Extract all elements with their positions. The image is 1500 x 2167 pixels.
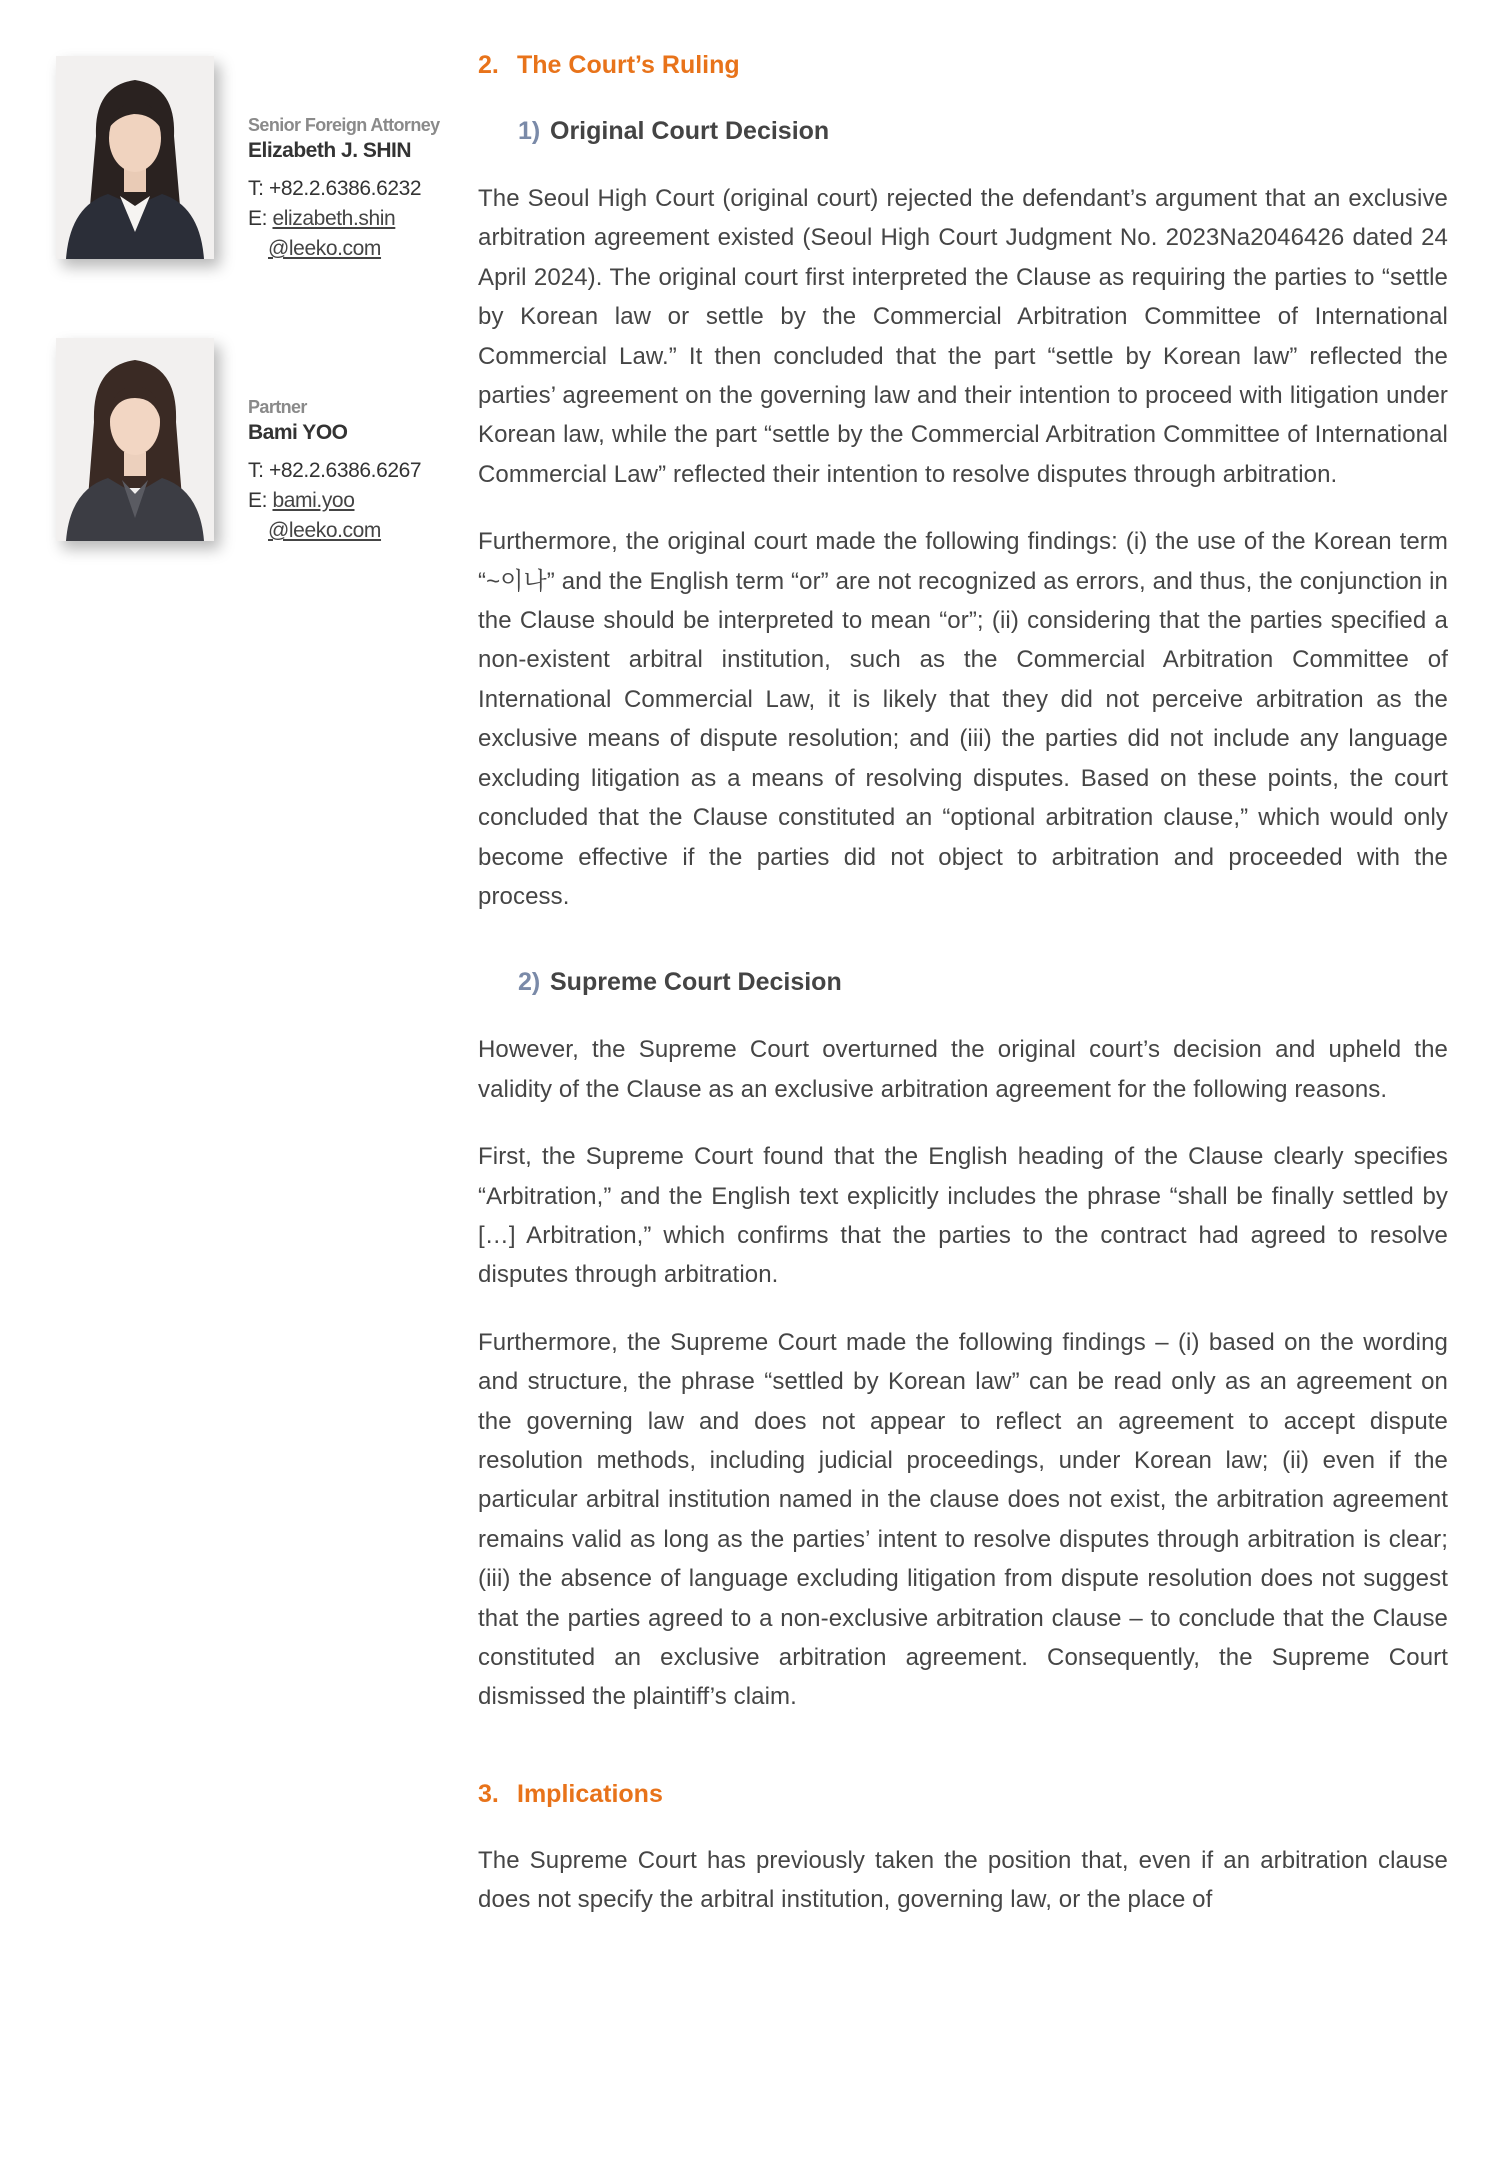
author-email <box>248 204 440 234</box>
contact-info-shin <box>248 112 440 264</box>
paragraph: Furthermore, the original court made the following findings: (i) the use of the Korean term “~이나” and the English term “or” are not recognized as errors, and thus, the conjunction in the Clause should be interpreted to mean “or”; (ii) considering that the parties specified a non-existent arbitral institution, such as the Commercial Arbitration Committee of International Commercial Law, it is likely that they did not perceive arbitration as the exclusive means of dispute resolution; and (iii) the parties did not include any language excluding litigation as a means of resolving disputes. Based on these points, the court concluded that the Clause constituted an “optional arbitration clause,” which would only become effective if the parties did not object to arbitration and proceeded with the process. <box>478 528 1448 910</box>
author-phone: T: +82.2.6386.6232 <box>248 177 422 200</box>
email-domain-line <box>248 234 440 264</box>
subsection-heading-supreme <box>518 965 1448 999</box>
email-label: E: <box>248 489 268 512</box>
author-phone: T: +82.2.6386.6267 <box>248 459 422 482</box>
paragraph: First, the Supreme Court found that the English heading of the Clause clearly specifies “Arbitration,” and the English text explicitly includes the phrase “shall be finally settled by […] Arbitration,” which confirms that the parties to the contract had agreed to resolve disputes through arbitration. <box>478 1143 1448 1289</box>
email-label: E: <box>248 207 268 230</box>
section-heading-ruling <box>478 48 1448 82</box>
contact-card-yoo <box>56 338 456 620</box>
author-sidebar <box>56 56 456 620</box>
paragraph: The Seoul High Court (original court) rejected the defendant’s argument that an exclusive arbitration agreement existed (Seoul High Court Judgment No. 2023Na2046426 dated 24 April 2024). The original court first interpreted the Clause as requiring the parties to “settle by Korean law or settle by the Commercial Arbitration Committee of International Commercial Law.” It then concluded that the part “settle by Korean law” reflected the parties’ agreement on the governing law and their intention to proceed with litigation under Korean law, while the part “settle by the Commercial Arbitration Committee of International Commercial Law” reflected their intention to resolve disputes through arbitration. <box>478 185 1448 488</box>
author-name: Bami YOO <box>248 421 348 444</box>
author-name: Elizabeth J. SHIN <box>248 139 412 162</box>
section-title: Implications <box>517 1779 663 1808</box>
article-body <box>478 48 1448 1920</box>
author-role: Senior Foreign Attorney <box>248 115 440 135</box>
paragraph: However, the Supreme Court overturned the original court’s decision and upheld the validity of the Clause as an exclusive arbitration agreement for the following reasons. <box>478 1036 1448 1103</box>
email-link-user[interactable]: bami.yoo <box>272 489 355 512</box>
author-photo-yoo <box>56 338 214 541</box>
section-number: 3. <box>478 1779 499 1808</box>
section-number: 2. <box>478 51 499 79</box>
contact-info-yoo <box>248 394 421 546</box>
author-email <box>248 486 421 516</box>
email-link-user[interactable]: elizabeth.shin <box>272 207 396 230</box>
subsection-title: Supreme Court Decision <box>550 968 842 997</box>
paragraph: Furthermore, the Supreme Court made the following findings – (i) based on the wording and structure, the phrase “settled by Korean law” can be read only as an agreement on the governing law and does not appear to reflect an agreement to accept dispute resolution methods, including judicial proceedings, under Korean law; (ii) even if the particular arbitral institution named in the clause does not exist, the arbitration agreement remains valid as long as the parties’ intent to resolve disputes through arbitration is clear; (iii) the absence of language excluding litigation from dispute resolution does not suggest that the parties agreed to a non-exclusive arbitration clause – to conclude that the Clause constituted an exclusive arbitration agreement. Consequently, the Supreme Court dismissed the plaintiff’s claim. <box>478 1328 1448 1711</box>
subsection-heading-original <box>518 114 1448 148</box>
subsection-number: 2) <box>518 968 541 997</box>
contact-card-shin <box>56 56 456 338</box>
email-link-domain[interactable]: @leeko.com <box>268 237 382 260</box>
email-link-domain[interactable]: @leeko.com <box>268 519 382 542</box>
author-photo-shin <box>56 56 214 259</box>
section-title: The Court’s Ruling <box>517 51 740 79</box>
author-role: Partner <box>248 397 307 417</box>
section-heading-implications <box>478 1777 1448 1811</box>
subsection-title: Original Court Decision <box>550 117 830 145</box>
email-domain-line <box>248 516 421 546</box>
subsection-number: 1) <box>518 117 541 145</box>
paragraph: The Supreme Court has previously taken the position that, even if an arbitration clause does not specify the arbitral institution, governing law, or the place of <box>478 1846 1448 1914</box>
